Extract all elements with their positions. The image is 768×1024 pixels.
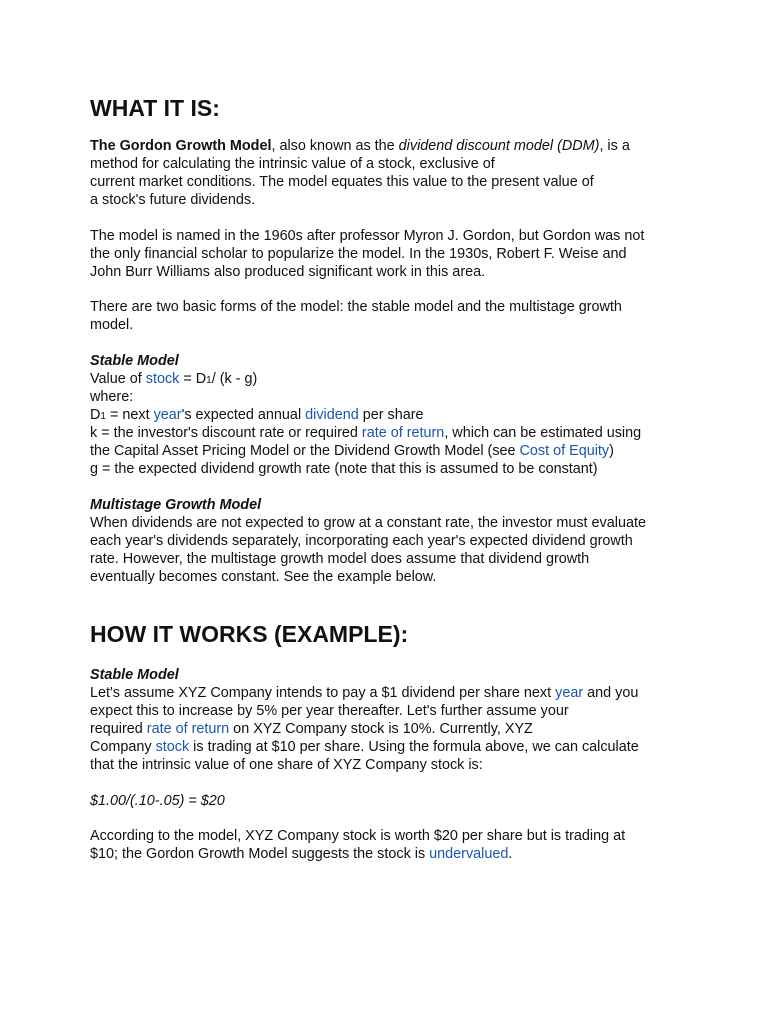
example-text: is trading at $10 per share. Using the formula above, we can calculate	[189, 739, 639, 755]
example-section	[90, 666, 690, 774]
d1-text: per share	[358, 407, 424, 423]
where-line: where:	[90, 389, 134, 405]
intro-text: , also known as the	[271, 138, 399, 154]
example-line-1	[90, 684, 690, 702]
multistage-line-1: When dividends are not expected to grow at a constant rate, the investor must evaluate	[90, 515, 646, 531]
formula-part: / (k - g)	[211, 371, 258, 387]
intro-line-4: a stock's future dividends.	[90, 192, 256, 208]
example-line-2: expect this to increase by 5% per year thereafter. Let's further assume your	[90, 703, 569, 719]
d1-subscript: 1	[100, 411, 106, 422]
rate-of-return-link[interactable]: rate of return	[146, 721, 230, 737]
conclusion-line-1: According to the model, XYZ Company stock is worth $20 per share but is trading at	[90, 828, 626, 844]
history-line-3: John Burr Williams also produced significant work in this area.	[90, 264, 486, 280]
example-line-5: that the intrinsic value of one share of XYZ Company stock is:	[90, 757, 483, 773]
forms-line-2: model.	[90, 317, 134, 333]
d1-definition-line	[90, 406, 690, 424]
stock-link[interactable]: stock	[155, 739, 190, 755]
intro-line-3: current market conditions. The model equates this value to the present value of	[90, 174, 594, 190]
example-line-4	[90, 738, 690, 756]
dividend-link[interactable]: dividend	[305, 407, 359, 423]
multistage-line-4: eventually becomes constant. See the example below.	[90, 569, 437, 585]
conclusion-text: .	[508, 846, 513, 862]
conclusion-paragraph	[90, 827, 690, 863]
d1-text: 's expected annual	[181, 407, 306, 423]
k-definition-line-2	[90, 442, 690, 460]
forms-paragraph	[90, 298, 690, 334]
conclusion-text: $10; the Gordon Growth Model suggests the stock is	[90, 846, 430, 862]
formula-subscript: 1	[206, 375, 212, 386]
heading-what-it-is: WHAT IT IS:	[90, 95, 220, 121]
stable-model-title: Stable Model	[90, 353, 179, 369]
year-link[interactable]: year	[555, 685, 584, 701]
intro-line-2: method for calculating the intrinsic value of a stock, exclusive of	[90, 156, 495, 172]
example-text: on XYZ Company stock is 10%. Currently, XYZ	[229, 721, 533, 737]
stock-link[interactable]: stock	[145, 371, 180, 387]
undervalued-link[interactable]: undervalued	[429, 846, 509, 862]
cost-of-equity-link[interactable]: Cost of Equity	[519, 443, 610, 459]
multistage-line-2: each year's dividends separately, incorporating each year's expected dividend growth	[90, 533, 633, 549]
history-paragraph	[90, 227, 690, 281]
multistage-line-3: rate. However, the multistage growth model does assume that dividend growth	[90, 551, 590, 567]
example-text: required	[90, 721, 147, 737]
formula-block	[90, 792, 690, 810]
year-link[interactable]: year	[153, 407, 182, 423]
ddm-term: dividend discount model (DDM)	[398, 138, 600, 154]
history-line-2: the only financial scholar to popularize the model. In the 1930s, Robert F. Weise and	[90, 246, 627, 262]
example-text: and you	[583, 685, 639, 701]
d1-label: D	[90, 407, 101, 423]
k-text: the Capital Asset Pricing Model or the Dividend Growth Model (see	[90, 443, 520, 459]
example-text: Company	[90, 739, 156, 755]
example-title: Stable Model	[90, 667, 179, 683]
multistage-title: Multistage Growth Model	[90, 497, 262, 513]
k-text: k = the investor's discount rate or required	[90, 425, 362, 441]
k-text: )	[609, 443, 614, 459]
intro-paragraph	[90, 137, 690, 209]
multistage-section	[90, 496, 690, 586]
example-text: Let's assume XYZ Company intends to pay a $1 dividend per share next	[90, 685, 556, 701]
example-formula: $1.00/(.10-.05) = $20	[90, 793, 225, 809]
heading-how-it-works: HOW IT WORKS (EXAMPLE):	[90, 621, 409, 647]
conclusion-line-2	[90, 845, 690, 863]
stable-model-section	[90, 352, 690, 478]
intro-text: , is a	[599, 138, 630, 154]
example-line-3	[90, 720, 690, 738]
k-definition-line	[90, 424, 690, 442]
rate-of-return-link[interactable]: rate of return	[361, 425, 445, 441]
model-name: The Gordon Growth Model	[90, 138, 272, 154]
history-line-1: The model is named in the 1960s after professor Myron J. Gordon, but Gordon was not	[90, 228, 645, 244]
k-text: , which can be estimated using	[444, 425, 642, 441]
value-formula-line	[90, 370, 690, 388]
forms-line-1: There are two basic forms of the model: the stable model and the multistage growth	[90, 299, 622, 315]
intro-line-1	[90, 137, 690, 155]
g-definition-line: g = the expected dividend growth rate (note that this is assumed to be constant)	[90, 461, 598, 477]
value-prefix: Value of	[90, 371, 146, 387]
formula-part: = D	[179, 371, 207, 387]
d1-text: = next	[105, 407, 154, 423]
